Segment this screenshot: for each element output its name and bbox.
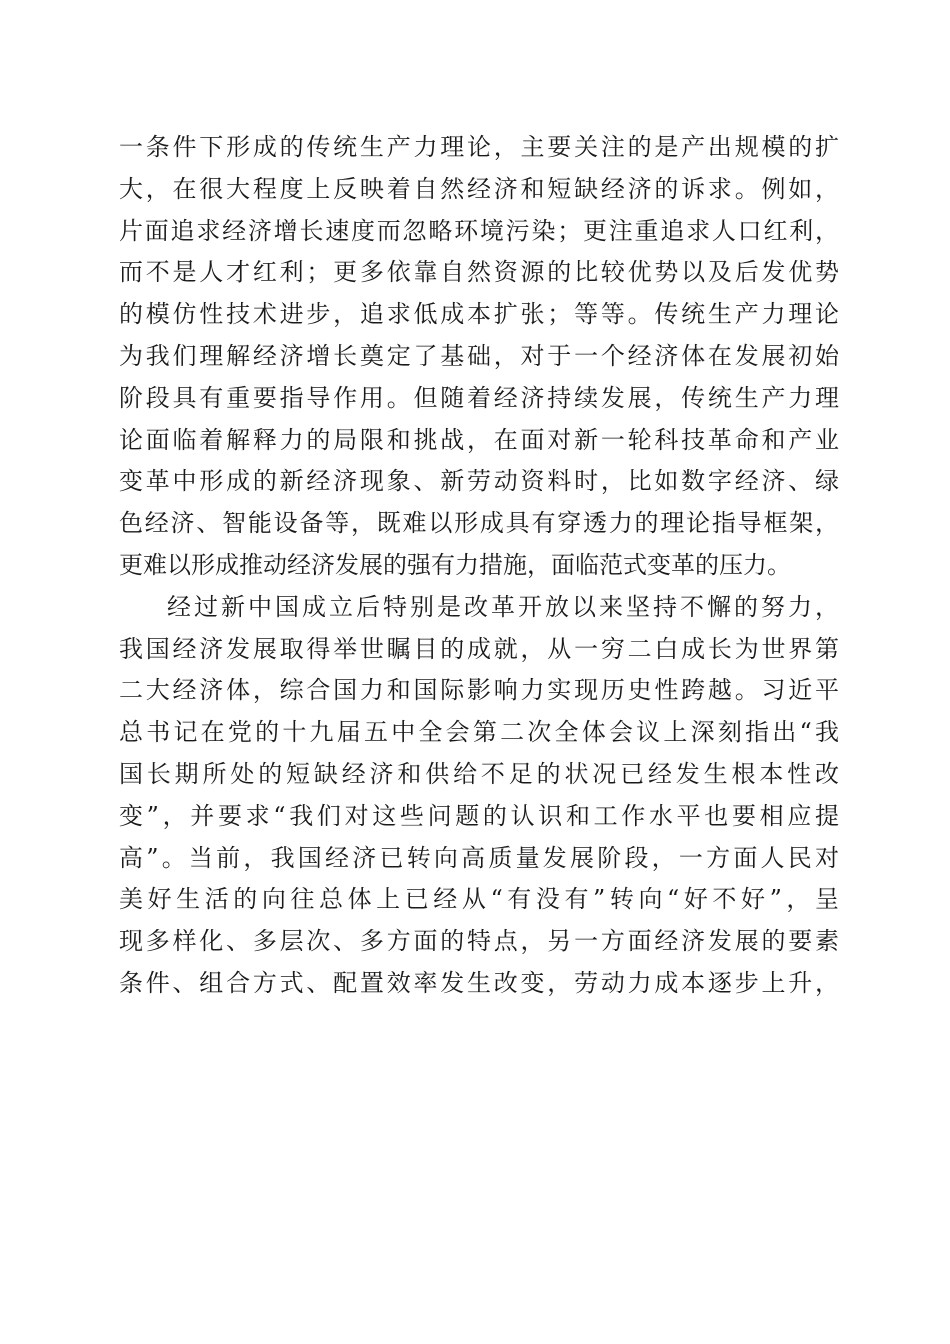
text-line: 的模仿性技术进步，追求低成本扩张；等等。传统生产力理论 <box>119 300 839 329</box>
paragraph-2 <box>119 587 839 1005</box>
text-line: 美好生活的向往总体上已经从“有没有”转向“好不好”，呈 <box>119 885 839 914</box>
text-line: 经过新中国成立后特别是改革开放以来坚持不懈的努力， <box>167 592 839 621</box>
text-line: 我国经济发展取得举世瞩目的成就，从一穷二白成长为世界第 <box>119 634 839 663</box>
text-line: 二大经济体，综合国力和国际影响力实现历史性跨越。习近平 <box>119 676 839 705</box>
text-line: 片面追求经济增长速度而忽略环境污染；更注重追求人口红利， <box>119 216 839 245</box>
text-line: 而不是人才红利；更多依靠自然资源的比较优势以及后发优势 <box>119 258 839 287</box>
text-line: 色经济、智能设备等，既难以形成具有穿透力的理论指导框架， <box>119 509 839 538</box>
body-text <box>119 127 839 1005</box>
paragraph-1 <box>119 127 839 587</box>
text-line: 高”。当前，我国经济已转向高质量发展阶段，一方面人民对 <box>119 843 839 872</box>
text-line: 大，在很大程度上反映着自然经济和短缺经济的诉求。例如， <box>119 174 839 203</box>
text-line: 更难以形成推动经济发展的强有力措施，面临范式变革的压力。 <box>119 550 791 579</box>
text-line: 变”，并要求“我们对这些问题的认识和工作水平也要相应提 <box>119 801 839 830</box>
text-line: 现多样化、多层次、多方面的特点，另一方面经济发展的要素 <box>119 927 839 956</box>
text-line: 论面临着解释力的局限和挑战，在面对新一轮科技革命和产业 <box>119 425 839 454</box>
text-line: 国长期所处的短缺经济和供给不足的状况已经发生根本性改 <box>119 759 839 788</box>
text-line: 条件、组合方式、配置效率发生改变，劳动力成本逐步上升， <box>119 968 839 997</box>
text-line: 为我们理解经济增长奠定了基础，对于一个经济体在发展初始 <box>119 341 839 370</box>
text-line: 变革中形成的新经济现象、新劳动资料时，比如数字经济、绿 <box>119 467 839 496</box>
text-line: 一条件下形成的传统生产力理论，主要关注的是产出规模的扩 <box>119 133 839 161</box>
text-line: 阶段具有重要指导作用。但随着经济持续发展，传统生产力理 <box>119 383 839 412</box>
text-line: 总书记在党的十九届五中全会第二次全体会议上深刻指出“我 <box>119 718 839 747</box>
